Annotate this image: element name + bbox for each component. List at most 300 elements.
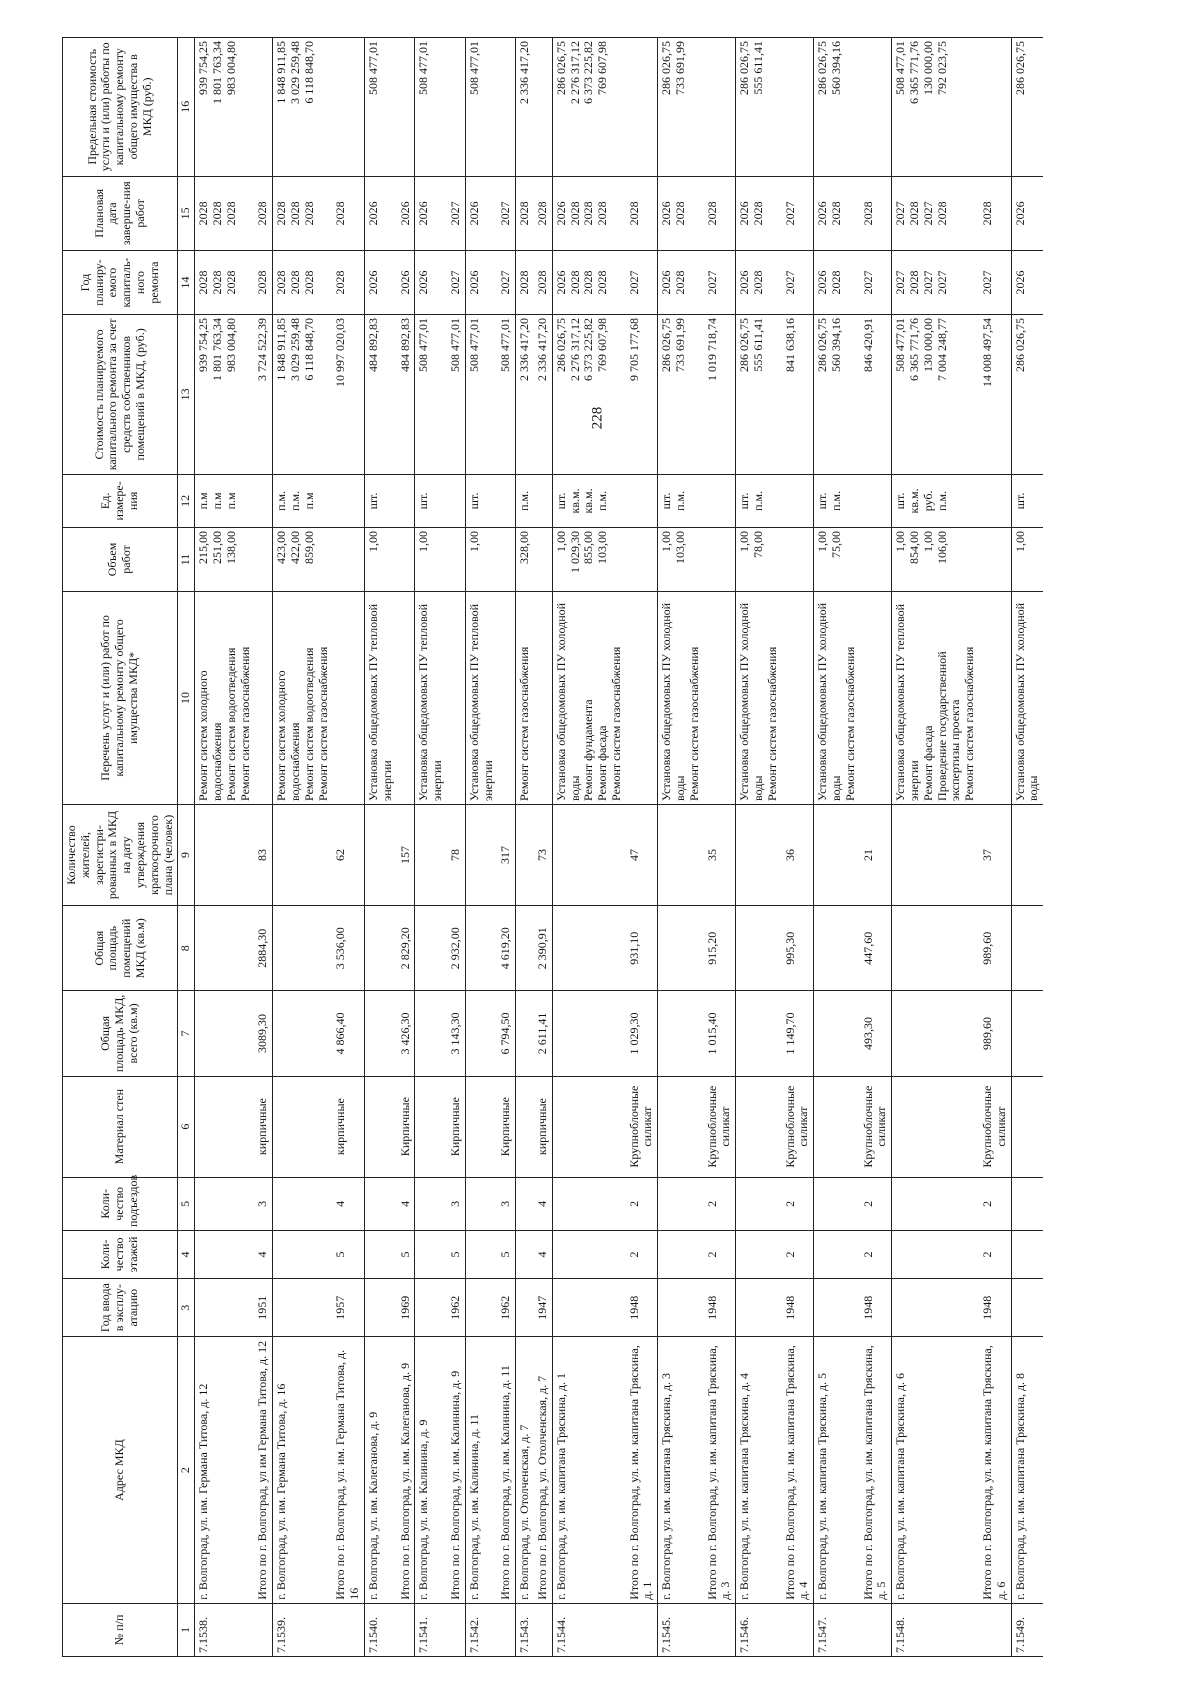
planned-cost-cell-line: 14 008 497,54 [980, 318, 995, 387]
column-number-13: 13 [178, 315, 195, 475]
address-cell: Итого по г. Волгоград, ул. им. Калинина, д. 11 [497, 1337, 515, 1603]
total-area-cell: 3 426,30 [397, 991, 415, 1076]
planned-cost-cell [704, 315, 736, 475]
column-number-12: 12 [178, 474, 195, 527]
wall-material-cell [415, 1076, 447, 1177]
total-area-cell: 1 029,30 [626, 991, 658, 1076]
limit-cost-cell [497, 38, 515, 177]
works-cell [892, 591, 979, 804]
volume-cell [1011, 528, 1043, 592]
address-cell: Итого по г. Волгоград, ул. им. капитана Тряскина, д. 3 [704, 1337, 736, 1603]
volume-cell [782, 528, 814, 592]
premises-area-cell [1011, 906, 1043, 991]
unit-cell [516, 474, 534, 527]
total-area-cell: 1 015,40 [704, 991, 736, 1076]
planned-cost-cell-line: 6 373 225,82 [581, 318, 596, 381]
repair-year-cell [254, 251, 272, 315]
premises-area-cell [415, 906, 447, 991]
column-header-2: Адрес МКД [63, 1337, 178, 1603]
end-date-cell-line: 2026 [815, 201, 830, 226]
repair-year-cell-line: 2028 [209, 270, 224, 295]
planned-cost-cell-line: 286 026,75 [815, 318, 830, 372]
premises-area-cell: 2 829,20 [397, 906, 415, 991]
volume-cell-line: 1 029,30 [567, 531, 582, 574]
wall-material-cell [814, 1076, 860, 1177]
volume-cell-line: 1,00 [815, 531, 830, 553]
floors-cell [465, 1230, 497, 1278]
limit-cost-cell-line: 286 026,75 [553, 41, 568, 95]
column-header-5: Коли-чество подъездов [63, 1177, 178, 1230]
page-number: 228 [589, 406, 606, 430]
end-date-cell-line: 2027 [498, 201, 513, 226]
works-cell-line: Установка общедомовых ПУ холодной воды [1012, 602, 1041, 801]
floors-cell: 5 [332, 1230, 364, 1278]
unit-cell [782, 474, 814, 527]
floors-cell [273, 1230, 333, 1278]
end-date-cell [1011, 176, 1043, 251]
works-cell [1011, 591, 1043, 804]
repair-year-cell-line: 2026 [659, 270, 674, 295]
volume-cell-line: 75,00 [829, 531, 844, 559]
row-number-cell: 7.1547. [814, 1603, 860, 1656]
volume-cell-line: 1,00 [1012, 531, 1027, 553]
total-area-cell [552, 991, 625, 1076]
floors-cell: 5 [497, 1230, 515, 1278]
floors-cell [658, 1230, 704, 1278]
planned-cost-cell-line: 286 026,75 [553, 318, 568, 372]
floors-cell: 2 [626, 1230, 658, 1278]
limit-cost-cell-line: 508 477,01 [466, 41, 481, 95]
address-cell: Итого по г. Волгоград, ул им Германа Титова, д. 12 [254, 1337, 272, 1603]
limit-cost-cell [332, 38, 364, 177]
repair-year-cell-line: 2026 [815, 270, 830, 295]
premises-area-cell: 989,60 [979, 906, 1011, 991]
repair-plan-table-sheet [62, 37, 1182, 1657]
limit-cost-cell-line: 939 754,25 [196, 41, 211, 95]
unit-cell-line: руб. [920, 490, 935, 512]
premises-area-cell: 3 536,00 [332, 906, 364, 991]
column-number-1: 1 [178, 1603, 195, 1656]
volume-cell [273, 528, 333, 592]
premises-area-cell [273, 906, 333, 991]
unit-cell [658, 474, 704, 527]
planned-cost-cell-line: 484 892,83 [365, 318, 380, 372]
unit-cell [254, 474, 272, 527]
year-built-cell: 1948 [979, 1278, 1011, 1337]
year-built-cell [658, 1278, 704, 1337]
year-built-cell: 1948 [782, 1278, 814, 1337]
planned-cost-cell-line: 1 019 718,74 [704, 318, 719, 381]
address-cell: г. Волгоград, ул. им. Калинина, д. 9 [415, 1337, 447, 1603]
year-built-cell [552, 1278, 625, 1337]
works-cell-line: Установка общедомовых ПУ тепловой энергии [365, 603, 394, 801]
volume-cell [195, 528, 255, 592]
residents-cell: 73 [534, 804, 552, 905]
residents-cell: 35 [704, 804, 736, 905]
planned-cost-cell-line: 1 848 911,85 [274, 318, 289, 381]
works-cell-line: Ремонт систем водоотведения [301, 647, 316, 801]
entrances-cell: 2 [979, 1177, 1011, 1230]
volume-cell-line: 1,00 [659, 531, 674, 553]
repair-year-cell-line: 2027 [704, 270, 719, 295]
repair-year-cell [552, 251, 625, 315]
planned-cost-cell-line: 555 611,41 [751, 318, 766, 372]
row-number-cell: 7.1549. [1011, 1603, 1043, 1656]
unit-cell-line: кв.м. [567, 488, 582, 514]
unit-cell-line: п.м. [517, 490, 532, 511]
table-row [273, 38, 333, 1657]
volume-cell-line: 423,00 [274, 531, 289, 565]
planned-cost-cell-line: 508 477,01 [498, 318, 513, 372]
volume-cell-line: 103,00 [595, 531, 610, 565]
total-area-cell: 4 866,40 [332, 991, 364, 1076]
end-date-cell-line: 2028 [860, 201, 875, 226]
address-cell: г. Волгоград, ул. им. капитана Тряскина, д. 6 [892, 1337, 979, 1603]
planned-cost-cell-line: 846 420,91 [860, 318, 875, 372]
planned-cost-cell-line: 10 997 020,03 [333, 318, 348, 387]
end-date-cell-line: 2028 [595, 201, 610, 226]
table-row-total [860, 38, 892, 1657]
planned-cost-cell-line: 3 724 522,39 [255, 318, 270, 381]
planned-cost-cell-line: 130 000,00 [920, 318, 935, 372]
works-cell [704, 591, 736, 804]
works-cell [497, 591, 515, 804]
repair-year-cell-line: 2028 [829, 270, 844, 295]
address-cell: Итого по г. Волгоград, ул. им. капитана Тряскина, д. 4 [782, 1337, 814, 1603]
volume-cell-line: 328,00 [517, 531, 532, 565]
column-header-16: Предельная стоимость услуги и (или) работы по капитальному ремонту общего имущества в МКД (руб.) [63, 38, 178, 177]
floors-cell [814, 1230, 860, 1278]
repair-year-cell-line: 2028 [567, 270, 582, 295]
works-cell-line: Ремонт систем газоснабжения [842, 646, 857, 801]
repair-year-cell-line: 2026 [365, 270, 380, 295]
repair-year-cell [892, 251, 979, 315]
total-area-cell: 6 794,50 [497, 991, 515, 1076]
works-cell-line: Ремонт систем газоснабжения [686, 646, 701, 801]
premises-area-cell [195, 906, 255, 991]
column-header-10: Перечень услуг и (или) работ по капитальному ремонту общего имущества МКД* [63, 591, 178, 804]
end-date-cell [273, 176, 333, 251]
total-area-cell [892, 991, 979, 1076]
table-row-total [397, 38, 415, 1657]
repair-year-cell-line: 2028 [517, 270, 532, 295]
end-date-cell-line: 2028 [301, 201, 316, 226]
residents-cell: 37 [979, 804, 1011, 905]
end-date-cell-line: 2028 [980, 201, 995, 226]
end-date-cell-line: 2026 [397, 201, 412, 226]
row-number-cell [704, 1603, 736, 1656]
entrances-cell: 2 [860, 1177, 892, 1230]
residents-cell [892, 804, 979, 905]
limit-cost-cell [516, 38, 534, 177]
table-row-total [447, 38, 465, 1657]
end-date-cell-line: 2028 [581, 201, 596, 226]
repair-plan-table [62, 37, 1043, 1657]
works-cell [447, 591, 465, 804]
row-number-cell [979, 1603, 1011, 1656]
year-built-cell: 1957 [332, 1278, 364, 1337]
repair-year-cell [364, 251, 396, 315]
address-cell: г. Волгоград, ул. им. Калеганова, д. 9 [364, 1337, 396, 1603]
volume-cell-line: 1,00 [416, 531, 431, 553]
wall-material-cell: Крупноблочные силикат [626, 1076, 658, 1177]
entrances-cell: 3 [254, 1177, 272, 1230]
column-number-16: 16 [178, 38, 195, 177]
volume-cell [814, 528, 860, 592]
limit-cost-cell-line: 6 365 771,76 [907, 41, 922, 104]
end-date-cell-line: 2026 [365, 201, 380, 226]
volume-cell-line: 855,00 [581, 531, 596, 565]
works-cell-line: Ремонт фасада [595, 725, 610, 801]
wall-material-cell: Крупноблочные силикат [860, 1076, 892, 1177]
planned-cost-cell [979, 315, 1011, 475]
total-area-cell: 989,60 [979, 991, 1011, 1076]
year-built-cell [465, 1278, 497, 1337]
wall-material-cell [892, 1076, 979, 1177]
premises-area-cell [892, 906, 979, 991]
planned-cost-cell [626, 315, 658, 475]
unit-cell-line: п.м [209, 492, 224, 510]
end-date-cell-line: 2026 [737, 201, 752, 226]
planned-cost-cell-line: 983 004,80 [223, 318, 238, 372]
limit-cost-cell [658, 38, 704, 177]
unit-cell [364, 474, 396, 527]
unit-cell-line: шт. [893, 492, 908, 510]
residents-cell [552, 804, 625, 905]
limit-cost-cell [1011, 38, 1043, 177]
repair-year-cell [782, 251, 814, 315]
address-cell: г. Волгоград, ул. им. капитана Тряскина, д. 4 [736, 1337, 782, 1603]
repair-year-cell-line: 2028 [333, 270, 348, 295]
row-number-cell: 7.1540. [364, 1603, 396, 1656]
planned-cost-cell-line: 508 477,01 [416, 318, 431, 372]
row-number-cell [397, 1603, 415, 1656]
unit-cell-line: п.м. [595, 490, 610, 511]
repair-year-cell-line: 2028 [255, 270, 270, 295]
residents-cell [364, 804, 396, 905]
works-cell [516, 591, 534, 804]
floors-cell [195, 1230, 255, 1278]
limit-cost-cell [534, 38, 552, 177]
limit-cost-cell-line: 286 026,75 [1012, 41, 1027, 95]
end-date-cell-line: 2028 [534, 201, 549, 226]
end-date-cell [415, 176, 447, 251]
unit-cell-line: п.м. [287, 490, 302, 511]
end-date-cell-line: 2026 [659, 201, 674, 226]
column-header-4: Коли-чество этажей [63, 1230, 178, 1278]
end-date-cell [516, 176, 534, 251]
repair-year-cell [736, 251, 782, 315]
repair-year-cell-line: 2027 [920, 270, 935, 295]
unit-cell [497, 474, 515, 527]
works-cell-line: Проведение государственной экспертизы проекта [934, 651, 963, 801]
planned-cost-cell [254, 315, 272, 475]
column-number-10: 10 [178, 591, 195, 804]
column-header-11: Объем работ [63, 528, 178, 592]
wall-material-cell: Кирпичные [397, 1076, 415, 1177]
table-row [892, 38, 979, 1657]
entrances-cell: 2 [626, 1177, 658, 1230]
floors-cell: 5 [397, 1230, 415, 1278]
table-header-row [63, 38, 178, 1657]
table-row [814, 38, 860, 1657]
planned-cost-cell-line: 2 336 417,20 [517, 318, 532, 381]
volume-cell-line: 854,00 [907, 531, 922, 565]
end-date-cell-line: 2027 [920, 201, 935, 226]
limit-cost-cell [195, 38, 255, 177]
limit-cost-cell [397, 38, 415, 177]
unit-cell-line: шт. [659, 492, 674, 510]
premises-area-cell [552, 906, 625, 991]
end-date-cell [397, 176, 415, 251]
unit-cell [195, 474, 255, 527]
planned-cost-cell [552, 315, 625, 475]
unit-cell-line: п.м. [751, 490, 766, 511]
volume-cell [447, 528, 465, 592]
volume-cell-line: 1,00 [365, 531, 380, 553]
end-date-cell-line: 2028 [223, 201, 238, 226]
unit-cell-line: шт. [737, 492, 752, 510]
table-row-total [704, 38, 736, 1657]
volume-cell [736, 528, 782, 592]
limit-cost-cell [704, 38, 736, 177]
repair-year-cell [332, 251, 364, 315]
planned-cost-cell-line: 286 026,75 [1012, 318, 1027, 372]
end-date-cell-line: 2026 [416, 201, 431, 226]
floors-cell: 2 [979, 1230, 1011, 1278]
floors-cell: 4 [534, 1230, 552, 1278]
unit-cell [892, 474, 979, 527]
volume-cell-line: 215,00 [196, 531, 211, 565]
planned-cost-cell-line: 939 754,25 [196, 318, 211, 372]
column-number-8: 8 [178, 906, 195, 991]
limit-cost-cell-line: 130 000,00 [920, 41, 935, 95]
limit-cost-cell [814, 38, 860, 177]
repair-year-cell-line: 2026 [466, 270, 481, 295]
volume-cell [364, 528, 396, 592]
table-row-total [782, 38, 814, 1657]
total-area-cell [273, 991, 333, 1076]
end-date-cell-line: 2026 [466, 201, 481, 226]
end-date-cell [195, 176, 255, 251]
table-row-total [534, 38, 552, 1657]
unit-cell-line: п.м. [829, 490, 844, 511]
floors-cell [415, 1230, 447, 1278]
wall-material-cell [465, 1076, 497, 1177]
residents-cell [516, 804, 534, 905]
planned-cost-cell [736, 315, 782, 475]
volume-cell [254, 528, 272, 592]
limit-cost-cell [626, 38, 658, 177]
works-cell [465, 591, 497, 804]
total-area-cell [364, 991, 396, 1076]
unit-cell-line: п.м. [274, 490, 289, 511]
end-date-cell [979, 176, 1011, 251]
planned-cost-cell [860, 315, 892, 475]
volume-cell [979, 528, 1011, 592]
end-date-cell [332, 176, 364, 251]
residents-cell [415, 804, 447, 905]
planned-cost-cell-line: 508 477,01 [893, 318, 908, 372]
planned-cost-cell [534, 315, 552, 475]
limit-cost-cell-line: 769 607,98 [595, 41, 610, 95]
entrances-cell [814, 1177, 860, 1230]
unit-cell-line: шт. [1012, 492, 1027, 510]
address-cell: г. Волгоград, ул. им. капитана Тряскина, д. 1 [552, 1337, 625, 1603]
limit-cost-cell [364, 38, 396, 177]
wall-material-cell: Крупноблочные силикат [782, 1076, 814, 1177]
volume-cell [497, 528, 515, 592]
end-date-cell [534, 176, 552, 251]
entrances-cell [892, 1177, 979, 1230]
works-cell-line: Ремонт систем газоснабжения [608, 646, 623, 801]
unit-cell [397, 474, 415, 527]
repair-year-cell-line: 2027 [447, 270, 462, 295]
year-built-cell [814, 1278, 860, 1337]
works-cell [658, 591, 704, 804]
end-date-cell-line: 2028 [907, 201, 922, 226]
repair-year-cell-line: 2028 [301, 270, 316, 295]
end-date-cell [254, 176, 272, 251]
limit-cost-cell-line: 3 029 259,48 [287, 41, 302, 104]
works-cell-line: Ремонт систем холодного водоснабжения [196, 670, 224, 801]
works-cell [364, 591, 396, 804]
works-cell-line: Ремонт систем холодного водоснабжения [274, 670, 302, 801]
repair-year-cell [273, 251, 333, 315]
end-date-cell-line: 2028 [517, 201, 532, 226]
table-row [1011, 38, 1043, 1657]
residents-cell [465, 804, 497, 905]
year-built-cell: 1948 [860, 1278, 892, 1337]
entrances-cell [736, 1177, 782, 1230]
end-date-cell-line: 2028 [287, 201, 302, 226]
premises-area-cell: 447,60 [860, 906, 892, 991]
row-number-cell [534, 1603, 552, 1656]
repair-year-cell-line: 2027 [782, 270, 797, 295]
total-area-cell: 3 143,30 [447, 991, 465, 1076]
volume-cell [552, 528, 625, 592]
planned-cost-cell [397, 315, 415, 475]
end-date-cell [736, 176, 782, 251]
row-number-cell: 7.1538. [195, 1603, 255, 1656]
entrances-cell: 2 [704, 1177, 736, 1230]
unit-cell-line: п.м [223, 492, 238, 510]
end-date-cell [704, 176, 736, 251]
limit-cost-cell-line: 1 848 911,85 [274, 41, 289, 104]
limit-cost-cell-line: 560 394,16 [829, 41, 844, 95]
repair-year-cell-line: 2028 [751, 270, 766, 295]
limit-cost-cell-line: 1 801 763,34 [209, 41, 224, 104]
limit-cost-cell [465, 38, 497, 177]
unit-cell [860, 474, 892, 527]
wall-material-cell [195, 1076, 255, 1177]
repair-year-cell [465, 251, 497, 315]
end-date-cell-line: 2028 [255, 201, 270, 226]
repair-year-cell-line: 2026 [397, 270, 412, 295]
total-area-cell [736, 991, 782, 1076]
row-number-cell: 7.1548. [892, 1603, 979, 1656]
limit-cost-cell [254, 38, 272, 177]
works-cell [626, 591, 658, 804]
limit-cost-cell [892, 38, 979, 177]
row-number-cell [626, 1603, 658, 1656]
planned-cost-cell-line: 286 026,75 [737, 318, 752, 372]
end-date-cell [860, 176, 892, 251]
column-header-9: Количество жителей, зарегистри-рованных в МКД на дату утверждения краткосрочного плана (человек) [63, 804, 178, 905]
unit-cell-line: п.м. [934, 490, 949, 511]
repair-year-cell-line: 2027 [498, 270, 513, 295]
address-cell: г. Волгоград, ул. им. капитана Тряскина, д. 5 [814, 1337, 860, 1603]
